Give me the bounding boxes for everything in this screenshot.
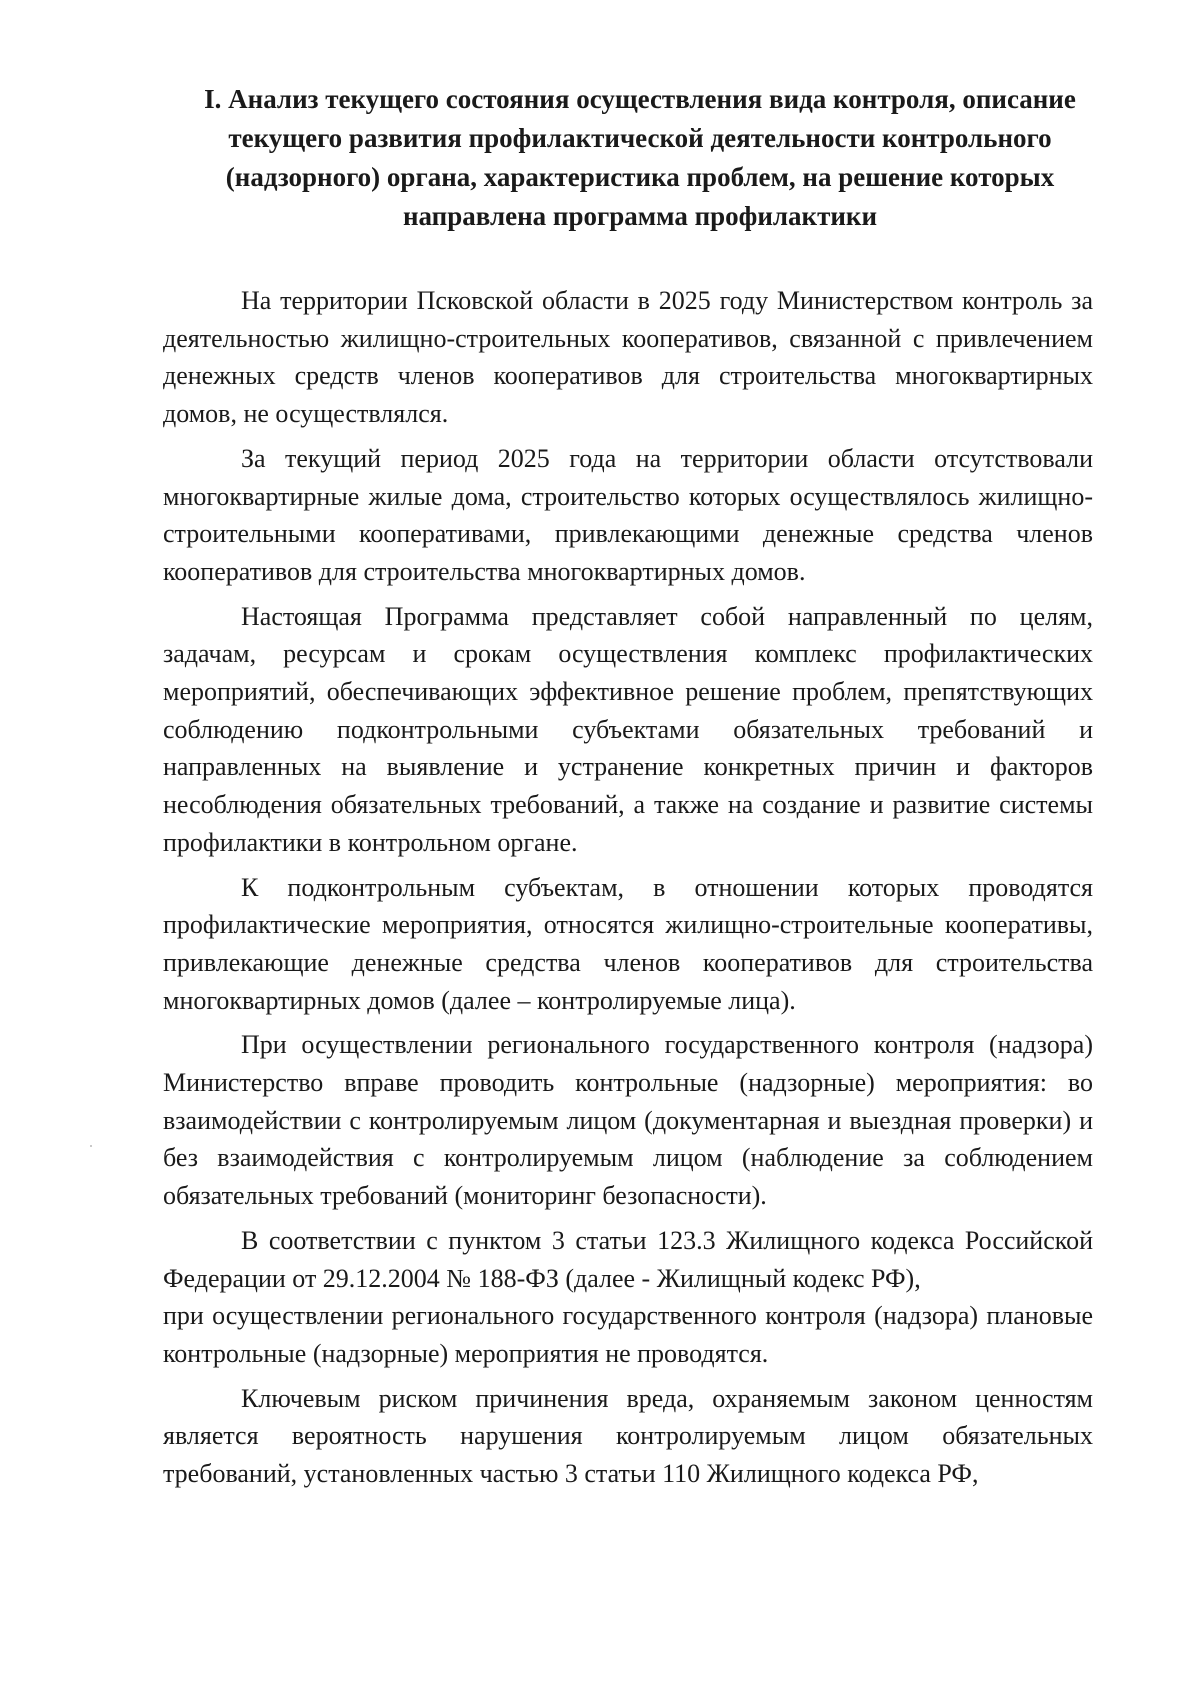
document-body: [163, 282, 1093, 1500]
paragraph-controlled-subjects: К подконтрольным субъектам, в отношении которых проводятся профилактические мероприятия, относятся жилищно-строительные кооперативы, привлекающие денежные средства членов кооперативов для строительства многоквартирных домов (далее – контролируемые лица).: [163, 872, 1093, 1015]
section-heading: I. Анализ текущего состояния осуществления вида контроля, описание текущего развития профилактической деятельности контрольного (надзорного) органа, характеристика проблем, на решение которых направлена программа профилактики: [204, 84, 1076, 231]
paragraph-control-not-exercised: На территории Псковской области в 2025 году Министерством контроль за деятельностью жилищно-строительных кооперативов, связанной с привлечением денежных средств членов кооперативов для строительства многоквартирных домов, не осуществлялся.: [163, 286, 1093, 429]
paragraph-no-planned-measures: при осуществлении регионального государственного контроля (надзора) плановые контрольные (надзорные) мероприятия не проводятся.: [163, 1301, 1093, 1368]
paragraph-program-description: Настоящая Программа представляет собой направленный по целям, задачам, ресурсам и срокам осуществления комплекс профилактических мероприятий, обеспечивающих эффективное решение проблем, препятствующих соблюдению подконтрольными субъектами обязательных требований и направленных на выявление и устранение конкретных причин и факторов несоблюдения обязательных требований, а также на создание и развитие системы профилактики в контрольном органе.: [163, 601, 1093, 857]
scan-speck: [90, 1145, 92, 1147]
paragraph-no-buildings: За текущий период 2025 года на территории области отсутствовали многоквартирные жилые дома, строительство которых осуществлялось жилищно-строительными кооперативами, привлекающими денежные средства членов кооперативов для строительства многоквартирных домов.: [163, 443, 1093, 586]
paragraph-control-measures: При осуществлении регионального государственного контроля (надзора) Министерство вправе проводить контрольные (надзорные) мероприятия: во взаимодействии с контролируемым лицом (документарная и выездная проверки) и без взаимодействия с контролируемым лицом (наблюдение за соблюдением обязательных требований (мониторинг безопасности).: [163, 1030, 1093, 1211]
paragraph-housing-code-reference: В соответствии с пунктом 3 статьи 123.3 Жилищного кодекса Российской Федерации от 29.12.2004 № 188-ФЗ (далее - Жилищный кодекс РФ),: [163, 1225, 1093, 1293]
paragraph-key-risk: Ключевым риском причинения вреда, охраняемым законом ценностям является вероятность нарушения контролируемым лицом обязательных требований, установленных частью 3 статьи 110 Жилищного кодекса РФ,: [163, 1383, 1093, 1489]
